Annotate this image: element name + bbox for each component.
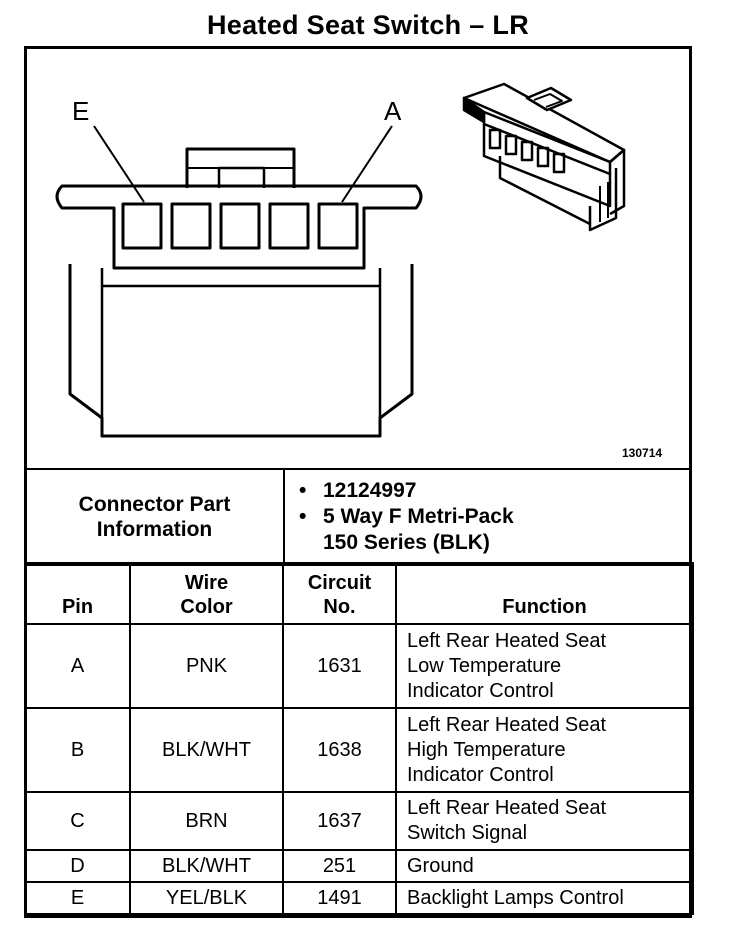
pin-cell: A [25,624,130,708]
wire-color-cell: BLK/WHT [130,708,283,792]
circuit-cell: 1638 [283,708,396,792]
function-cell: Left Rear Heated Seat High Temperature Indicator Control [396,708,693,792]
circuit-cell: 1637 [283,792,396,850]
wire-color-cell: PNK [130,624,283,708]
connector-info-details: • 12124997 • 5 Way F Metri-Pack 150 Series (BLK) [284,469,691,565]
function-cell: Left Rear Heated Seat Low Temperature Indicator Control [396,624,693,708]
function-cell: Left Rear Heated Seat Switch Signal [396,792,693,850]
circuit-cell: 251 [283,850,396,882]
pin-table [24,562,694,915]
function-cell: Backlight Lamps Control [396,882,693,914]
table-row [25,708,693,792]
pin-label-e: E [72,96,90,126]
pin-cell: D [25,850,130,882]
connector-isometric-illustration [464,84,624,230]
leader-line-e [94,126,144,202]
connector-description: 5 Way F Metri-Pack [323,505,514,528]
wire-color-cell: YEL/BLK [130,882,283,914]
table-row [25,882,693,914]
connector-diagram [24,46,692,470]
table-row [25,850,693,882]
pin-cavity-c [221,204,259,248]
table-row [25,792,693,850]
header-function: Function [396,563,693,624]
pin-cell: E [25,882,130,914]
header-wire-color: Wire Color [130,563,283,624]
pin-cavity-b [270,204,308,248]
wire-color-cell: BRN [130,792,283,850]
pin-cavity-d [172,204,210,248]
pin-cavity-a [319,204,357,248]
pin-label-a: A [384,96,402,126]
leader-line-a [342,126,392,202]
page-title: Heated Seat Switch – LR [207,10,529,40]
connector-info-label: Connector Part Information [25,469,284,565]
pin-cell: C [25,792,130,850]
connector-body [70,264,412,436]
connector-face [57,186,421,268]
pin-cell: B [25,708,130,792]
circuit-cell: 1491 [283,882,396,914]
header-circuit-no: Circuit No. [283,563,396,624]
pin-cavity-e [123,204,161,248]
pin-table-header [25,563,693,624]
connector-info-table [24,468,692,566]
part-number: 12124997 [323,479,417,502]
table-row [25,624,693,708]
function-cell: Ground [396,850,693,882]
wire-color-cell: BLK/WHT [130,850,283,882]
circuit-cell: 1631 [283,624,396,708]
figure-number: 130714 [622,446,663,460]
header-pin: Pin [25,563,130,624]
